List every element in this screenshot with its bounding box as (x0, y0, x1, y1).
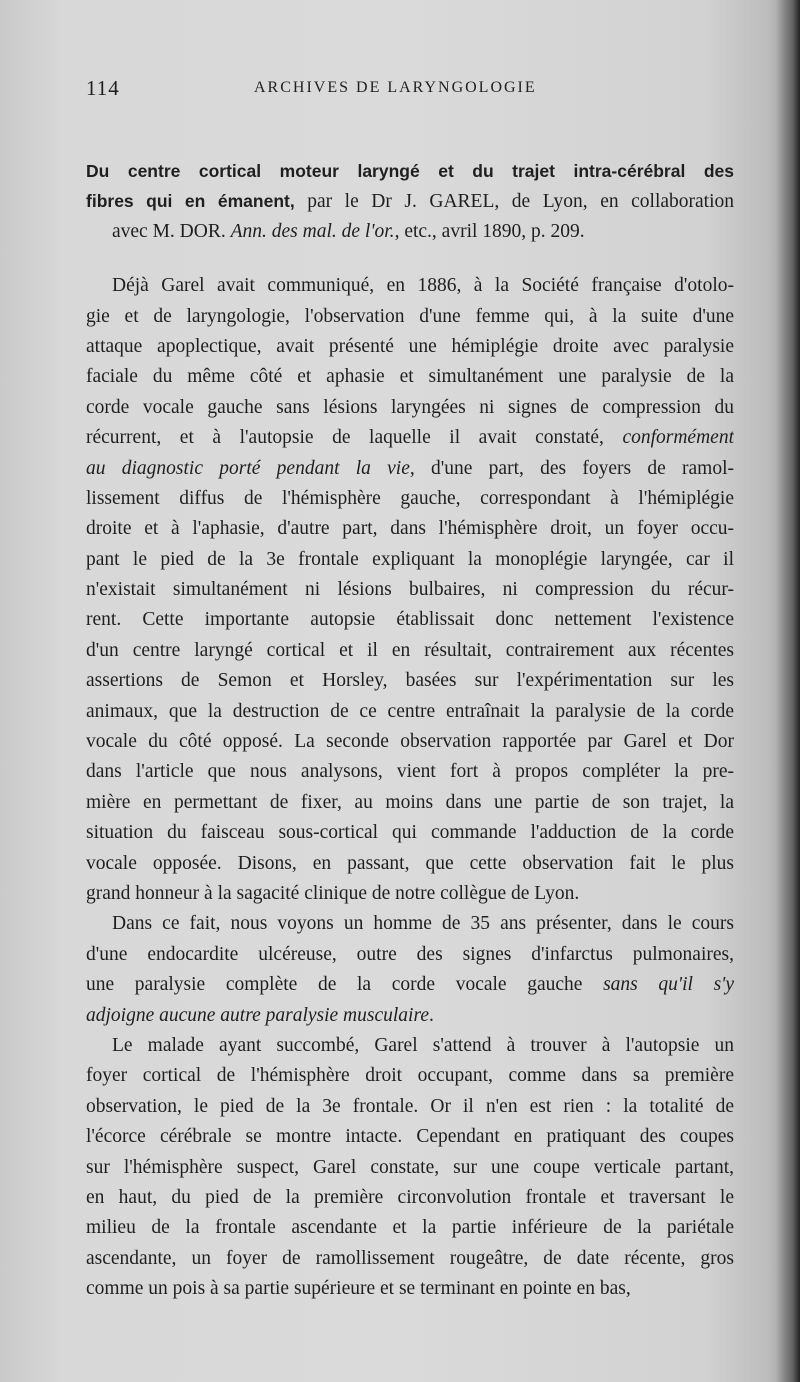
body-text: assertions de Semon et Horsley, basées sur l'expérimentation sur les (86, 670, 734, 692)
body-text: comme un pois à sa partie supérieure et se terminant en pointe en bas, (86, 1278, 631, 1300)
paragraph (86, 909, 734, 1031)
page-header (86, 76, 736, 102)
text-line (86, 818, 734, 848)
text-line (86, 666, 734, 696)
text-line (86, 1244, 734, 1274)
article-body (86, 156, 734, 1304)
text-line (86, 362, 734, 392)
body-text: animaux, que la destruction de ce centre entraînait la paralysie de la corde (86, 700, 734, 722)
body-text: , d'une part, des foyers de ramol- (409, 457, 734, 479)
body-text: Déjà Garel avait communiqué, en 1886, à la Société française d'otolo- (112, 275, 734, 297)
body-text: observation, le pied de la 3e frontale. Or il n'en est rien : la totalité de (86, 1095, 734, 1117)
text-line (86, 727, 734, 757)
text-line (86, 909, 734, 939)
text-line (86, 940, 734, 970)
paragraph (86, 1031, 734, 1305)
body-text: n'existait simultanément ni lésions bulbaires, ni compression du récur- (86, 579, 734, 601)
paragraph (86, 271, 734, 909)
body-text: une paralysie complète de la corde vocale gauche (86, 974, 604, 996)
body-text: droite et à l'aphasie, d'autre part, dans l'hémisphère droit, un foyer occu- (86, 518, 734, 540)
body-text: . (429, 1004, 434, 1026)
body-text: foyer cortical de l'hémisphère droit occupant, comme dans sa première (86, 1065, 734, 1087)
text-line (86, 788, 734, 818)
body-text: récurrent, et à l'autopsie de laquelle il avait constaté, (86, 427, 623, 449)
body-text: Dans ce fait, nous voyons un homme de 35 ans présenter, dans le cours (112, 913, 734, 935)
text-line (86, 271, 734, 301)
citation-line (86, 156, 734, 186)
text-line (86, 332, 734, 362)
body-text: sur l'hémisphère suspect, Garel constate, sur une coupe verticale partant, (86, 1156, 734, 1178)
text-line (86, 757, 734, 787)
body-text: l'écorce cérébrale se montre intacte. Cependant en pratiquant des coupes (86, 1126, 734, 1148)
body-text: pant le pied de la 3e frontale expliquant la monoplégie laryngée, car il (86, 548, 734, 570)
citation-text: avec M. DOR. (112, 220, 231, 242)
body-text: dans l'article que nous analysons, vient fort à propos compléter la pre- (86, 761, 734, 783)
body-text: ascendante, un foyer de ramollissement rougeâtre, de date récente, gros (86, 1247, 734, 1269)
text-line (86, 1213, 734, 1243)
italic-text: adjoigne aucune autre paralysie musculaire (86, 1004, 429, 1026)
body-text: Le malade ayant succombé, Garel s'attend à trouver à l'autopsie un (112, 1034, 734, 1056)
text-line (86, 484, 734, 514)
page-gutter-shadow (776, 0, 800, 1382)
italic-text: conformément (622, 427, 734, 449)
body-text: en haut, du pied de la première circonvolution frontale et traversant le (86, 1186, 734, 1208)
body-text: situation du faisceau sous-cortical qui commande l'adduction de la corde (86, 822, 734, 844)
text-line (86, 575, 734, 605)
body-text: gie et de laryngologie, l'observation d'une femme qui, à la suite d'une (86, 305, 734, 327)
body-text: d'un centre laryngé cortical et il en résultait, contrairement aux récentes (86, 639, 734, 661)
body-text: vocale du côté opposé. La seconde observation rapportée par Garel et Dor (86, 731, 734, 753)
citation-line (86, 217, 734, 247)
italic-text: sans qu'il s'y (603, 974, 734, 996)
text-line (86, 1031, 734, 1061)
text-line (86, 514, 734, 544)
running-title: ARCHIVES DE LARYNGOLOGIE (254, 79, 537, 96)
text-line (86, 393, 734, 423)
citation-title-text: Du centre cortical moteur laryngé et du trajet intra-cérébral des (86, 161, 734, 181)
text-line (86, 1274, 734, 1304)
citation-author-text: par le Dr J. GAREL, de Lyon, en collaboration (294, 191, 734, 213)
body-text: mière en permettant de fixer, au moins dans une partie de son trajet, la (86, 791, 734, 813)
body-text: rent. Cette importante autopsie établissait donc nettement l'existence (86, 609, 734, 631)
citation-journal: Ann. des mal. de l'or. (230, 220, 395, 242)
text-line (86, 545, 734, 575)
italic-text: au diagnostic porté pendant la vie (86, 457, 410, 479)
text-line (86, 970, 734, 1000)
text-line (86, 302, 734, 332)
paragraphs (86, 271, 734, 1304)
text-line (86, 1122, 734, 1152)
body-text: faciale du même côté et aphasie et simultanément une paralysie de la (86, 366, 734, 388)
body-text: grand honneur à la sagacité clinique de notre collègue de Lyon. (86, 882, 580, 904)
body-text: lissement diffus de l'hémisphère gauche, correspondant à l'hémiplégie (86, 487, 734, 509)
body-text: vocale opposée. Disons, en passant, que cette observation fait le plus (86, 852, 734, 874)
text-line (86, 849, 734, 879)
body-text: corde vocale gauche sans lésions laryngées ni signes de compression du (86, 396, 734, 418)
body-text: d'une endocardite ulcéreuse, outre des signes d'infarctus pulmonaires, (86, 943, 734, 965)
body-text: attaque apoplectique, avait présenté une hémiplégie droite avec paralysie (86, 335, 734, 357)
citation-line (86, 186, 734, 216)
text-line (86, 879, 734, 909)
text-line (86, 1153, 734, 1183)
text-line (86, 1061, 734, 1091)
text-line (86, 1183, 734, 1213)
text-line (86, 1001, 734, 1031)
text-line (86, 454, 734, 484)
text-line (86, 605, 734, 635)
citation-text: , etc., avril 1890, p. 209. (394, 220, 585, 242)
text-line (86, 636, 734, 666)
page-number: 114 (86, 76, 120, 100)
body-text: milieu de la frontale ascendante et la partie inférieure de la pariétale (86, 1217, 734, 1239)
citation-title-text: fibres qui en émanent, (86, 191, 295, 212)
text-line (86, 1092, 734, 1122)
article-citation (86, 156, 734, 247)
text-line (86, 423, 734, 453)
text-line (86, 697, 734, 727)
